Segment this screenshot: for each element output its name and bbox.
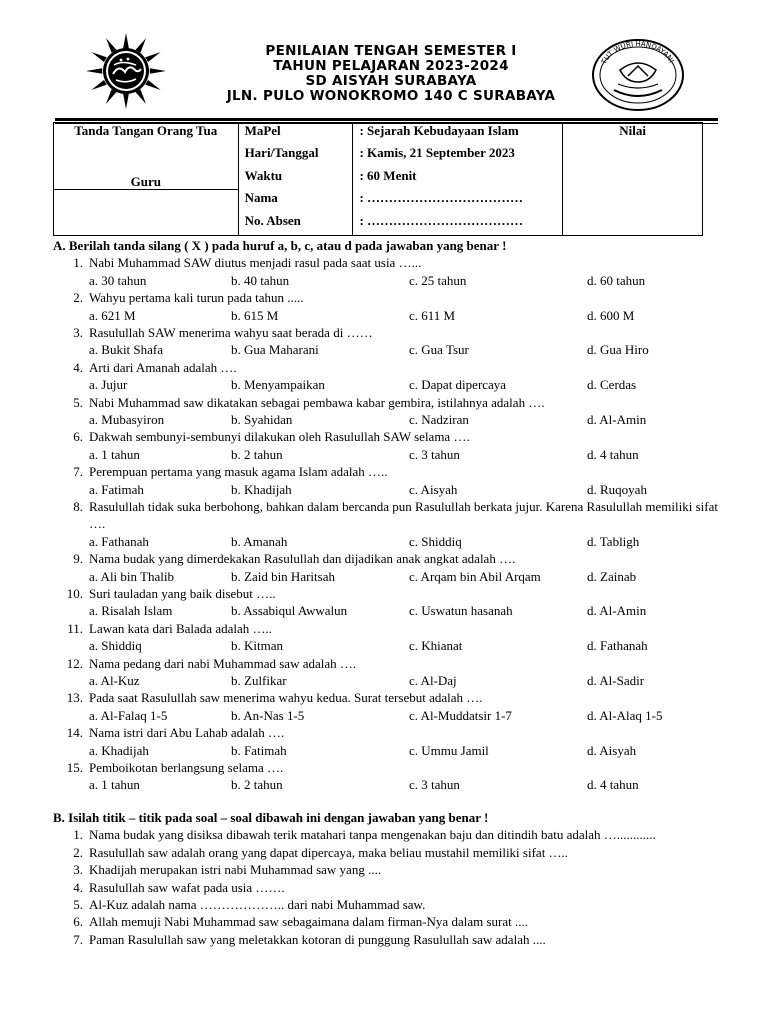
header-line-4: JLN. PULO WONOKROMO 140 C SURABAYA bbox=[226, 88, 556, 104]
answer-options bbox=[53, 637, 718, 654]
info-value: : ……………………………… bbox=[353, 213, 563, 236]
info-value: : Kamis, 21 September 2023 bbox=[353, 145, 563, 168]
answer-options bbox=[53, 481, 718, 498]
question-text: Rasulullah saw adalah orang yang dapat dipercaya, maka beliau mustahil memiliki sifat ….. bbox=[89, 844, 569, 860]
question-text: Allah memuji Nabi Muhammad saw sebagaimana dalam firman-Nya dalam surat .... bbox=[89, 914, 528, 930]
exam-header-title bbox=[200, 44, 582, 104]
info-label: MaPel bbox=[238, 123, 353, 145]
info-value: : ……………………………… bbox=[353, 190, 563, 213]
answer-option: b. 40 tahun bbox=[231, 272, 290, 288]
question-item bbox=[53, 498, 718, 533]
answer-options bbox=[53, 341, 718, 358]
answer-option: a. Mubasyiron bbox=[89, 412, 165, 427]
fill-in-question bbox=[53, 826, 718, 843]
answer-option: d. Al-Alaq 1-5 bbox=[587, 707, 663, 723]
info-label: No. Absen bbox=[238, 213, 353, 236]
question-item bbox=[53, 655, 718, 672]
answer-options bbox=[53, 376, 718, 393]
answer-option: c. Arqam bin Abil Arqam bbox=[409, 568, 541, 584]
answer-option: d. Al-Amin bbox=[587, 603, 647, 619]
question-item bbox=[53, 428, 718, 445]
question-text: Rasulullah saw wafat pada usia ……. bbox=[89, 879, 285, 895]
answer-option: b. Zulfikar bbox=[231, 672, 287, 688]
answer-option: d. 4 tahun bbox=[587, 777, 639, 793]
question-item bbox=[53, 550, 718, 567]
answer-option: c. Uswatun hasanah bbox=[409, 603, 513, 619]
question-number: 1. bbox=[73, 255, 83, 271]
question-text: Suri tauladan yang baik disebut ….. bbox=[89, 585, 276, 601]
question-number: 3. bbox=[73, 862, 83, 878]
question-number: 6. bbox=[73, 914, 83, 930]
logo-right-text: TUT WURI HANDAYANI bbox=[599, 39, 676, 66]
question-item bbox=[53, 620, 718, 637]
answer-option: b. 615 M bbox=[231, 307, 279, 323]
question-item bbox=[53, 724, 718, 741]
question-text: Pemboikotan berlangsung selama …. bbox=[89, 759, 284, 775]
answer-option: d. Al-Sadir bbox=[587, 672, 645, 688]
fill-in-question bbox=[53, 844, 718, 861]
answer-options bbox=[53, 272, 718, 289]
answer-option: b. Amanah bbox=[231, 533, 288, 549]
question-number: 4. bbox=[73, 879, 83, 895]
answer-option: d. Zainab bbox=[587, 568, 637, 584]
question-text: Nama pedang dari nabi Muhammad saw adalah …. bbox=[89, 655, 357, 671]
question-text: Nabi Muhammad SAW diutus menjadi rasul pada saat usia …... bbox=[89, 255, 422, 271]
question-item bbox=[53, 759, 718, 776]
answer-options bbox=[53, 307, 718, 324]
answer-option: c. 3 tahun bbox=[409, 446, 460, 462]
parent-signature-label: Tanda Tangan Orang Tua bbox=[54, 123, 239, 145]
answer-option: a. Risalah Islam bbox=[89, 603, 173, 619]
answer-option: d. Fathanah bbox=[587, 638, 648, 654]
answer-option: b. Khadijah bbox=[231, 481, 292, 497]
answer-options bbox=[53, 533, 718, 550]
question-number: 6. bbox=[73, 429, 83, 445]
question-number: 9. bbox=[73, 551, 83, 567]
answer-option: c. Al-Muddatsir 1-7 bbox=[409, 707, 512, 723]
answer-option: b. An-Nas 1-5 bbox=[231, 707, 305, 723]
answer-options bbox=[53, 742, 718, 759]
question-number: 10. bbox=[66, 585, 83, 601]
answer-option: a. 30 tahun bbox=[89, 272, 147, 288]
question-text: Nabi Muhammad saw dikatakan sebagai pembawa kabar gembira, istilahnya adalah …. bbox=[89, 394, 545, 410]
answer-option: d. 600 M bbox=[587, 307, 635, 323]
answer-option: c. Dapat dipercaya bbox=[409, 377, 507, 393]
signature-space bbox=[54, 145, 239, 168]
answer-option: b. Syahidan bbox=[231, 412, 293, 427]
student-info-table bbox=[53, 122, 703, 236]
fill-in-question bbox=[53, 896, 718, 913]
question-text: Perempuan pertama yang masuk agama Islam adalah ….. bbox=[89, 464, 388, 480]
answer-option: d. Aisyah bbox=[587, 742, 637, 758]
info-value: : Sejarah Kebudayaan Islam bbox=[353, 123, 563, 145]
answer-option: a. Shiddiq bbox=[89, 638, 142, 654]
info-label: Hari/Tanggal bbox=[244, 144, 319, 160]
question-number: 13. bbox=[66, 690, 83, 706]
tut-wuri-handayani-logo-icon bbox=[590, 38, 686, 112]
answer-option: d. 60 tahun bbox=[587, 272, 646, 288]
question-text: Khadijah merupakan istri nabi Muhammad saw yang .... bbox=[89, 862, 382, 878]
info-value: : 60 Menit bbox=[353, 168, 563, 190]
answer-option: d. Tabligh bbox=[587, 533, 640, 549]
answer-option: a. Fathanah bbox=[89, 533, 149, 549]
fill-in-question bbox=[53, 861, 718, 878]
info-label: Nama bbox=[244, 189, 278, 205]
answer-option: a. 621 M bbox=[89, 307, 136, 323]
answer-option: b. Fatimah bbox=[231, 742, 287, 758]
section-a bbox=[53, 237, 718, 794]
question-number: 14. bbox=[66, 725, 83, 741]
teacher-signature-box bbox=[54, 174, 239, 236]
answer-option: b. Zaid bin Haritsah bbox=[231, 568, 335, 584]
answer-option: a. Bukit Shafa bbox=[89, 342, 164, 358]
answer-option: c. Shiddiq bbox=[409, 533, 462, 549]
answer-option: c. Nadziran bbox=[409, 412, 469, 427]
answer-option: d. Ruqoyah bbox=[587, 481, 647, 497]
answer-option: d. Al-Amin bbox=[587, 412, 647, 427]
answer-option: a. 1 tahun bbox=[89, 446, 140, 462]
answer-options bbox=[53, 672, 718, 689]
question-number: 5. bbox=[73, 897, 83, 913]
question-number: 12. bbox=[66, 655, 83, 671]
question-text: Pada saat Rasulullah saw menerima wahyu kedua. Surat tersebut adalah …. bbox=[89, 690, 483, 706]
question-text: Wahyu pertama kali turun pada tahun ..... bbox=[89, 290, 304, 306]
answer-options bbox=[53, 446, 718, 463]
answer-option: a. Al-Kuz bbox=[89, 672, 140, 688]
question-text: Lawan kata dari Balada adalah ….. bbox=[89, 620, 272, 636]
fill-in-question bbox=[53, 931, 718, 948]
question-number: 8. bbox=[73, 498, 83, 514]
question-item bbox=[53, 289, 718, 306]
question-number: 5. bbox=[73, 394, 83, 410]
question-item bbox=[53, 254, 718, 271]
answer-options bbox=[53, 602, 718, 619]
answer-option: a. Fatimah bbox=[89, 481, 144, 497]
section-a-instruction: A. Berilah tanda silang ( X ) pada huruf a, b, c, atau d pada jawaban yang benar ! bbox=[53, 238, 507, 253]
answer-options bbox=[53, 568, 718, 585]
answer-option: c. Al-Daj bbox=[409, 672, 457, 688]
question-text: Nama istri dari Abu Lahab adalah …. bbox=[89, 725, 285, 741]
question-number: 7. bbox=[73, 464, 83, 480]
answer-option: c. Aisyah bbox=[409, 481, 458, 497]
answer-option: b. Kitman bbox=[231, 638, 283, 654]
muhammadiyah-logo-icon bbox=[76, 30, 176, 112]
question-number: 11. bbox=[67, 620, 83, 636]
question-number: 2. bbox=[73, 844, 83, 860]
header-line-1: PENILAIAN TENGAH SEMESTER I bbox=[265, 43, 517, 59]
question-text: Nama budak yang disiksa dibawah terik matahari tanpa mengenakan baju dan ditindih batu adalah …............ bbox=[89, 827, 656, 843]
teacher-label: Guru bbox=[130, 174, 161, 189]
answer-options bbox=[53, 707, 718, 724]
answer-option: b. Assabiqul Awwalun bbox=[231, 603, 348, 619]
question-number: 2. bbox=[73, 290, 83, 306]
question-number: 3. bbox=[73, 325, 83, 340]
answer-option: a. Al-Falaq 1-5 bbox=[89, 707, 168, 723]
answer-option: a. Jujur bbox=[89, 377, 128, 393]
question-text: Al-Kuz adalah nama ……………….. dari nabi Muhammad saw. bbox=[89, 897, 426, 913]
answer-option: c. 3 tahun bbox=[409, 777, 460, 793]
question-text: Dakwah sembunyi-sembunyi dilakukan oleh Rasulullah SAW selama …. bbox=[89, 429, 470, 445]
answer-option: c. Ummu Jamil bbox=[409, 742, 489, 758]
answer-option: b. Menyampaikan bbox=[231, 377, 325, 393]
question-text: Rasulullah SAW menerima wahyu saat berada di …… bbox=[89, 325, 373, 340]
answer-option: a. Khadijah bbox=[89, 742, 149, 758]
answer-option: b. 2 tahun bbox=[231, 777, 283, 793]
section-b bbox=[53, 809, 718, 948]
answer-option: d. Cerdas bbox=[587, 377, 637, 393]
section-b-instruction: B. Isilah titik – titik pada soal – soal dibawah ini dengan jawaban yang benar ! bbox=[53, 810, 489, 825]
question-number: 7. bbox=[73, 931, 83, 947]
answer-options bbox=[53, 411, 718, 428]
question-item bbox=[53, 689, 718, 706]
answer-option: d. Gua Hiro bbox=[587, 342, 649, 358]
question-text: Rasulullah tidak suka berbohong, bahkan dalam bercanda pun Rasulullah berkata jujur. Karena Rasulullah memiliki sifat …. bbox=[89, 498, 718, 532]
answer-option: c. 611 M bbox=[409, 307, 456, 323]
question-item bbox=[53, 585, 718, 602]
question-item bbox=[53, 463, 718, 480]
question-item bbox=[53, 324, 718, 341]
question-item bbox=[53, 359, 718, 376]
question-text: Arti dari Amanah adalah …. bbox=[89, 359, 237, 375]
answer-option: d. 4 tahun bbox=[587, 446, 639, 462]
answer-option: c. 25 tahun bbox=[409, 272, 467, 288]
answer-option: a. Ali bin Thalib bbox=[89, 568, 174, 584]
info-label: Waktu bbox=[244, 167, 283, 183]
grade-label: Nilai bbox=[619, 123, 647, 138]
header-divider-thick bbox=[55, 118, 718, 121]
fill-in-question bbox=[53, 913, 718, 930]
section-a-questions bbox=[53, 254, 718, 793]
question-item bbox=[53, 394, 718, 411]
question-text: Paman Rasulullah saw yang meletakkan kotoran di punggung Rasulullah saw adalah .... bbox=[89, 931, 546, 947]
answer-option: c. Gua Tsur bbox=[409, 342, 469, 358]
question-number: 1. bbox=[73, 827, 83, 843]
fill-in-question bbox=[53, 879, 718, 896]
answer-option: c. Khianat bbox=[409, 638, 463, 654]
question-number: 4. bbox=[73, 359, 83, 375]
answer-option: b. 2 tahun bbox=[231, 446, 283, 462]
question-number: 15. bbox=[66, 759, 83, 775]
answer-option: b. Gua Maharani bbox=[231, 342, 319, 358]
section-b-questions bbox=[53, 826, 718, 948]
grade-box bbox=[563, 123, 703, 236]
answer-option: a. 1 tahun bbox=[89, 777, 140, 793]
answer-options bbox=[53, 776, 718, 793]
header-line-2: TAHUN PELAJARAN 2023-2024 bbox=[273, 58, 509, 74]
question-text: Nama budak yang dimerdekakan Rasulullah dan dijadikan anak angkat adalah …. bbox=[89, 551, 516, 567]
header-line-3: SD AISYAH SURABAYA bbox=[305, 73, 477, 89]
